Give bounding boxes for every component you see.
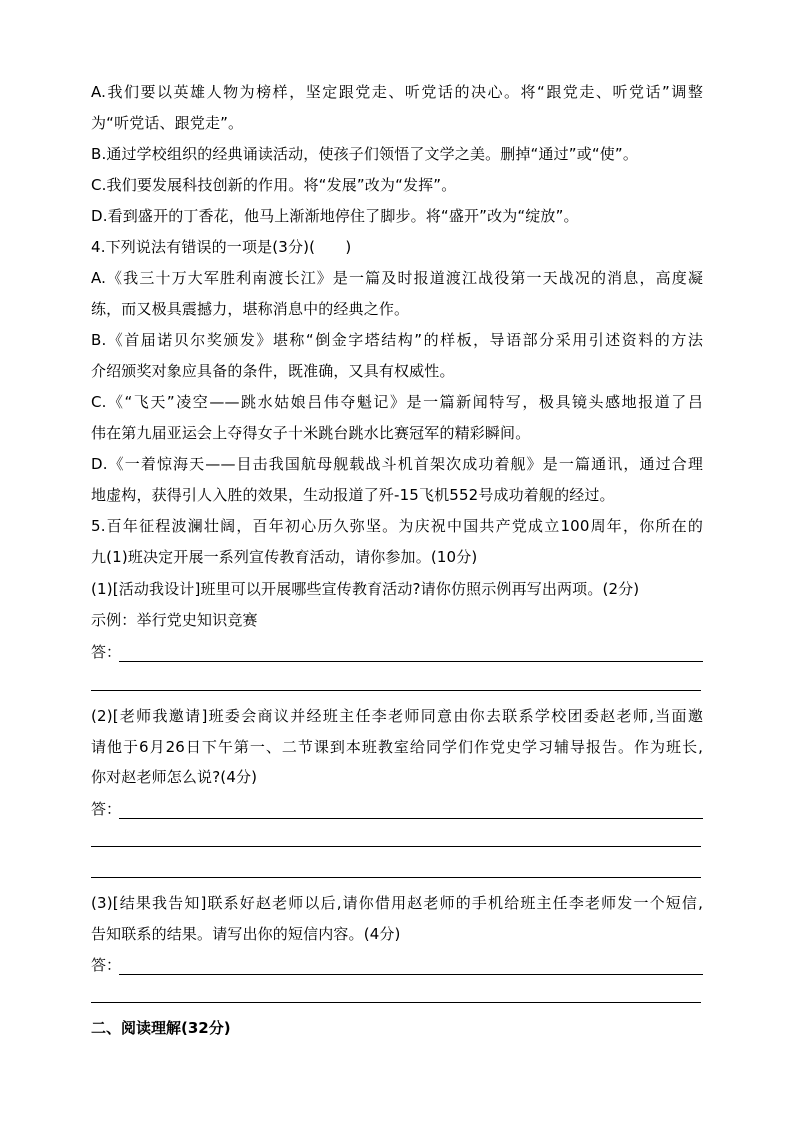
question-4-option-b-line-2: 介绍颁奖对象应具备的条件，既准确，又具有权威性。: [91, 362, 455, 380]
option-a-line-1: A.我们要以英雄人物为榜样，坚定跟党走、听党话的决心。将“跟党走、听党话”调整: [91, 83, 703, 101]
answer-blank-line-part-2a[interactable]: [91, 846, 701, 847]
section-title-reading: 二、阅读理解(32分): [91, 1019, 231, 1037]
question-4-option-a-line-1: A.《我三十万大军胜利南渡长江》是一篇及时报道渡江战役第一天战况的消息，高度凝: [91, 269, 703, 287]
answer-blank-line-part-1[interactable]: [91, 690, 701, 691]
answer-line[interactable]: [119, 974, 703, 975]
question-4-option-a-line-2: 练，而又极具震撼力，堪称消息中的经典之作。: [91, 300, 410, 318]
question-5-part-3-line-2: 告知联系的结果。请写出你的短信内容。(4分): [91, 925, 401, 943]
answer-row-part-3[interactable]: [91, 955, 703, 977]
option-d: D.看到盛开的丁香花，他马上渐渐地停住了脚步。将“盛开”改为“绽放”。: [91, 207, 579, 225]
question-4-option-b-line-1: B.《首届诺贝尔奖颁发》堪称“倒金字塔结构”的样板，导语部分采用引述资料的方法: [91, 331, 703, 349]
question-5-line-1: 5.百年征程波澜壮阔，百年初心历久弥坚。为庆祝中国共产党成立100周年，你所在的: [91, 517, 703, 535]
answer-blank-line-part-3[interactable]: [91, 1002, 701, 1003]
answer-label: 答：: [91, 643, 122, 661]
question-4-option-d-line-1: D.《一着惊海天——目击我国航母舰载战斗机首架次成功着舰》是一篇通讯，通过合理: [91, 455, 703, 473]
answer-row-part-2[interactable]: [91, 799, 703, 821]
option-c: C.我们要发展科技创新的作用。将“发展”改为“发挥”。: [91, 176, 457, 194]
question-5-part-2-line-1: (2)[老师我邀请]班委会商议并经班主任李老师同意由你去联系学校团委赵老师,当面邀: [91, 707, 703, 725]
question-4-option-c-line-2: 伟在第九届亚运会上夺得女子十米跳台跳水比赛冠军的精彩瞬间。: [91, 424, 531, 442]
question-4-option-c-line-1: C.《“飞天”凌空——跳水姑娘吕伟夺魁记》是一篇新闻特写，极具镜头感地报道了吕: [91, 393, 703, 411]
question-5-part-2-line-2: 请他于6月26日下午第一、二节课到本班教室给同学们作党史学习辅导报告。作为班长,: [91, 738, 703, 756]
answer-line[interactable]: [119, 661, 703, 662]
question-5-part-3-line-1: (3)[结果我告知]联系好赵老师以后,请你借用赵老师的手机给班主任李老师发一个短信,: [91, 894, 703, 912]
answer-blank-line-part-2b[interactable]: [91, 877, 701, 878]
answer-label: 答：: [91, 956, 122, 974]
option-a-line-2: 为“听党话、跟党走”。: [91, 114, 244, 132]
question-5-line-2: 九(1)班决定开展一系列宣传教育活动，请你参加。(10分): [91, 548, 478, 566]
question-4-option-d-line-2: 地虚构，获得引人入胜的效果，生动报道了歼-15飞机552号成功着舰的经过。: [91, 486, 615, 504]
option-b: B.通过学校组织的经典诵读活动，使孩子们领悟了文学之美。删掉“通过”或“使”。: [91, 145, 638, 163]
question-5-part-1: (1)[活动我设计]班里可以开展哪些宣传教育活动?请你仿照示例再写出两项。(2分): [91, 580, 640, 598]
answer-row-part-1[interactable]: [91, 642, 703, 664]
answer-label: 答：: [91, 800, 122, 818]
question-5-part-1-example: 示例：举行党史知识竞赛: [91, 611, 258, 629]
question-5-part-2-line-3: 你对赵老师怎么说?(4分): [91, 768, 258, 786]
question-4: 4.下列说法有错误的一项是(3分)( ): [91, 238, 352, 256]
answer-line[interactable]: [119, 818, 703, 819]
